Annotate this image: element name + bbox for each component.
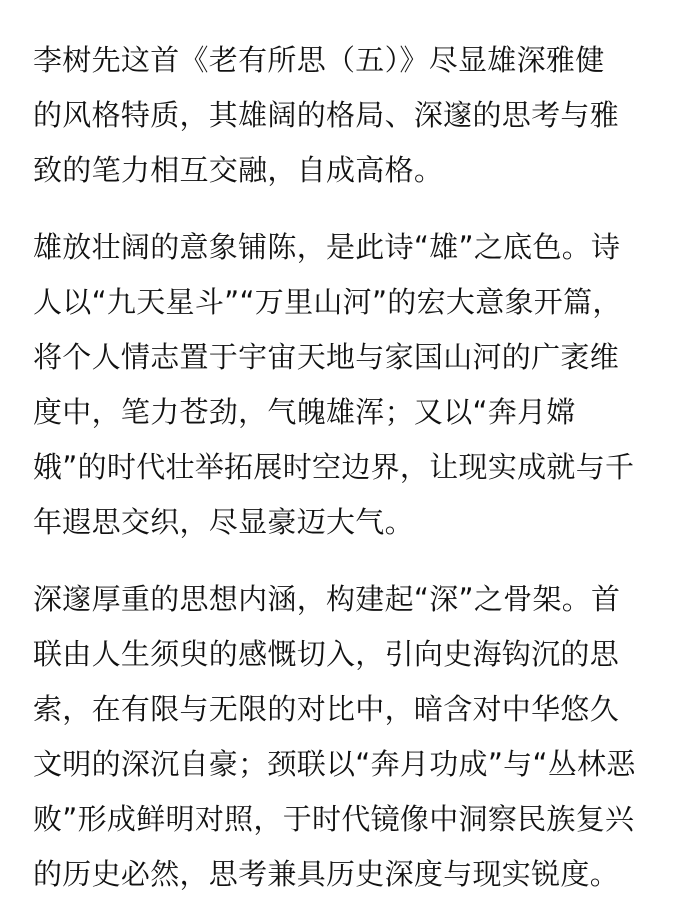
text-line: 人以“九天星斗”“万里山河”的宏大意象开篇， [33, 285, 622, 319]
text-line: 文明的深沉自豪；颈联以“奔月功成”与“丛林恶 [33, 747, 636, 781]
text-line: 年遐思交织，尽显豪迈大气。 [33, 505, 414, 539]
text-line: 败”形成鲜明对照，于时代镜像中洞察民族复兴 [33, 802, 635, 836]
article-body [33, 33, 673, 924]
text-line: 联由人生须臾的感慨切入，引向史海钩沉的思 [33, 637, 620, 671]
text-line: 娥”的时代壮举拓展时空边界，让现实成就与千 [33, 450, 635, 484]
text-line: 李树先这首《老有所思（五）》尽显雄深雅健 [33, 43, 605, 77]
text-line: 索，在有限与无限的对比中，暗含对中华悠久 [33, 692, 620, 726]
text-line: 致的笔力相互交融，自成高格。 [33, 153, 444, 187]
text-line: 的历史必然，思考兼具历史深度与现实锐度。 [33, 857, 620, 891]
text-line: 深邃厚重的思想内涵，构建起“深”之骨架。首 [33, 582, 621, 616]
text-line: 的风格特质，其雄阔的格局、深邃的思考与雅 [33, 98, 620, 132]
paragraph-depth [33, 572, 673, 902]
paragraph-intro [33, 33, 673, 198]
paragraph-imagery [33, 220, 673, 550]
text-line: 度中，笔力苍劲，气魄雄浑；又以“奔月嫦 [33, 395, 576, 429]
text-line: 将个人情志置于宇宙天地与家国山河的广袤维 [33, 340, 620, 374]
text-line: 雄放壮阔的意象铺陈，是此诗“雄”之底色。诗 [33, 230, 621, 264]
